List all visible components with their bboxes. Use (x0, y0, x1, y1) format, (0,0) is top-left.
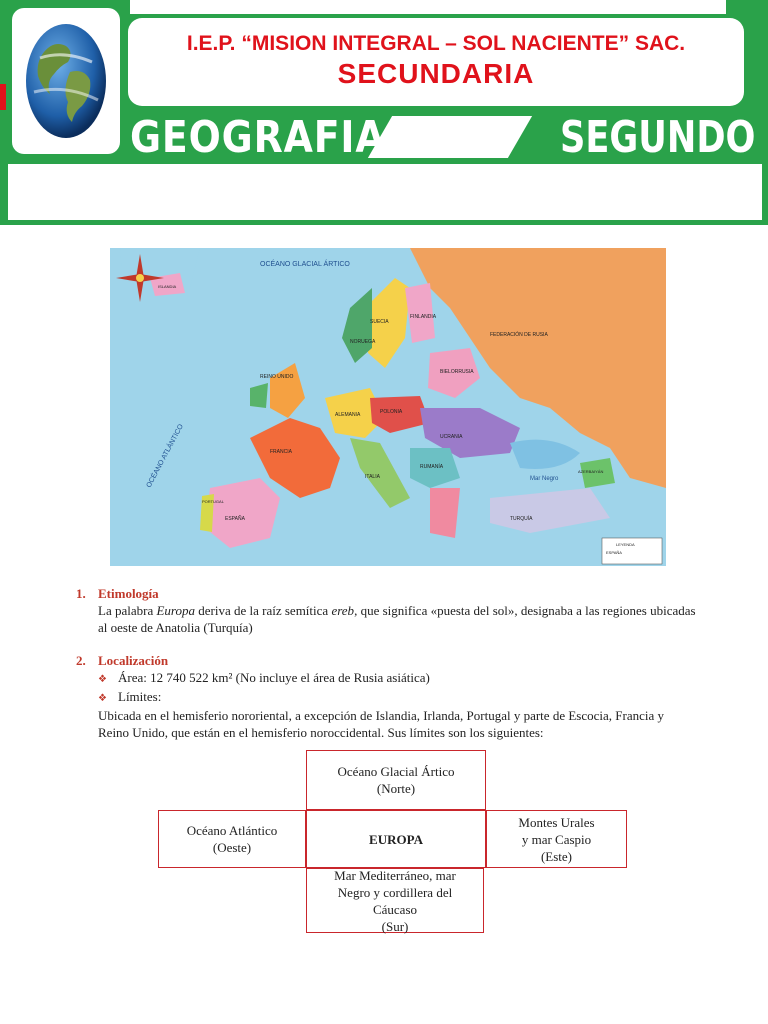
localizacion-text: Ubicada en el hemisferio nororiental, a excepción de Islandia, Irlanda, Portugal y parte de Escocia, Francia y Reino Unido, que están en el hemisferio noroccidental. Sus límites son los siguientes: (98, 708, 664, 740)
limit-west: Océano Atlántico (Oeste) (158, 810, 306, 868)
map-country: TURQUÍA (510, 516, 533, 522)
map-country: UCRANIA (440, 434, 463, 440)
map-country: RUMANÍA (420, 464, 444, 470)
divider-slant (368, 116, 532, 158)
europe-map (110, 248, 666, 566)
localizacion-title: Localización (98, 653, 169, 668)
map-label-atlantic: OCÉANO ATLÁNTICO (145, 423, 185, 489)
subject-title: GEOGRAFIA (130, 112, 386, 163)
localizacion-number: 2. (76, 653, 86, 668)
map-country: SUECIA (370, 319, 389, 325)
map-legend-title: LEYENDA (616, 542, 635, 547)
limit-south: Mar Mediterráneo, mar Negro y cordillera del Cáucaso (Sur) (306, 868, 484, 933)
etimologia-title: Etimología (98, 586, 159, 601)
map-label-arctic: OCÉANO GLACIAL ÁRTICO (260, 261, 350, 268)
school-name: I.E.P. “MISION INTEGRAL – SOL NACIENTE” SAC. (186, 32, 686, 55)
map-country: ITALIA (365, 474, 380, 480)
etimologia-section (76, 585, 698, 636)
etimologia-number: 1. (76, 586, 86, 601)
limites-item: ❖ Límites: (98, 688, 698, 707)
area-item: ❖ Área: 12 740 522 km² (No incluye el área de Rusia asiática) (98, 669, 698, 688)
map-country: NORUEGA (350, 339, 376, 345)
header-blank-box (8, 164, 762, 220)
diamond-bullet-icon: ❖ (98, 674, 107, 685)
map-country: POLONIA (380, 409, 403, 415)
map-country: ALEMANIA (335, 412, 361, 418)
globe-icon (24, 22, 108, 140)
limit-center: EUROPA (306, 810, 486, 868)
top-strip (130, 0, 726, 14)
map-country: FEDERACIÓN DE RUSIA (490, 332, 548, 338)
map-country: ESPAÑA (225, 516, 245, 522)
localizacion-section (76, 652, 698, 741)
map-label-black-sea: Mar Negro (530, 476, 559, 482)
limit-north: Océano Glacial Ártico (Norte) (306, 750, 486, 810)
map-country: BIELORRUSIA (440, 369, 474, 375)
map-country: ISLANDIA (158, 284, 177, 289)
etimologia-text: La palabra Europa deriva de la raíz semítica ereb, que significa «puesta del sol», designaba a las regiones ubicadas al oeste de Anatolia (Turquía) (98, 603, 696, 635)
school-title-box (128, 18, 744, 106)
map-country: PORTUGAL (202, 499, 224, 504)
map-country: AZERBAIYÁN (578, 469, 604, 474)
diamond-bullet-icon: ❖ (98, 693, 107, 704)
globe-logo (12, 8, 120, 154)
red-mark (0, 84, 6, 110)
grade-title: SEGUNDO (560, 112, 756, 163)
limit-east: Montes Urales y mar Caspio (Este) (486, 810, 627, 868)
map-country: FRANCIA (270, 449, 292, 455)
map-legend-item: ESPAÑA (606, 550, 622, 555)
map-country: REINO UNIDO (260, 374, 294, 380)
header-banner (0, 0, 768, 225)
map-country: FINLANDIA (410, 314, 437, 320)
level-title: SECUNDARIA (337, 58, 535, 89)
